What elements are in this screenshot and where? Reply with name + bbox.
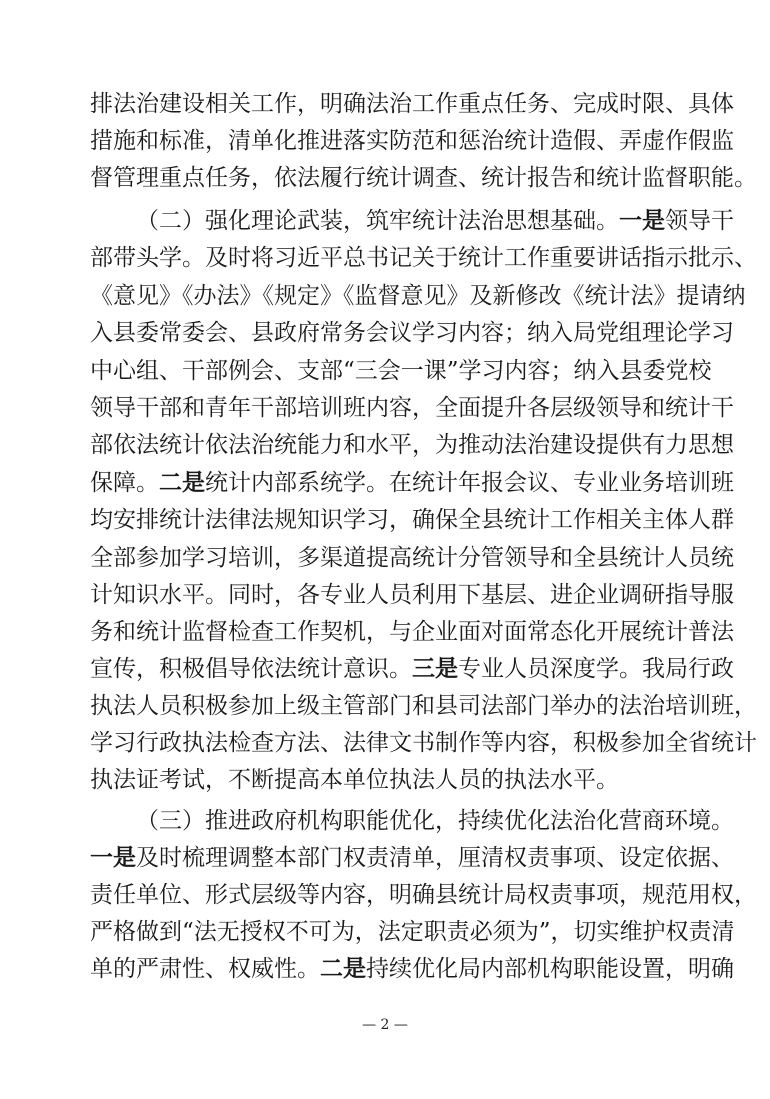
text-line bbox=[90, 723, 757, 763]
bold-lead-phrase: 一是 bbox=[619, 207, 665, 234]
text-segment: 学习行政执法检查方法、法律文书制作等内容，积极参加全省统计 bbox=[90, 730, 757, 756]
text-segment: 严格做到“法无授权不可为，法定职责必须为”，切实维护权责清 bbox=[90, 919, 735, 945]
text-line bbox=[90, 912, 735, 952]
text-segment: 保障。 bbox=[90, 470, 159, 496]
text-segment: 计知识水平。同时，各专业人员利用下基层、进企业调研指导服 bbox=[90, 582, 734, 608]
text-segment: 务和统计监督检查工作契机，与企业面对面常态化开展统计普法 bbox=[90, 619, 734, 645]
text-segment: （三）推进政府机构职能优化，持续优化法治化营商环境。 bbox=[136, 808, 734, 834]
text-line bbox=[90, 686, 757, 726]
text-segment: 单的严肃性、权威性。 bbox=[90, 956, 320, 982]
text-segment: 排法治建设相关工作，明确法治工作重点任务、完成时限、具体 bbox=[90, 91, 734, 117]
text-segment: 责任单位、形式层级等内容，明确县统计局权责事项，规范用权， bbox=[90, 882, 757, 908]
text-line bbox=[136, 201, 734, 241]
text-line bbox=[90, 949, 734, 989]
text-line bbox=[90, 875, 757, 915]
text-line bbox=[90, 612, 734, 652]
bold-lead-phrase: 二是 bbox=[159, 469, 205, 496]
text-line bbox=[90, 84, 734, 124]
text-segment: 部带头学。及时将习近平总书记关于统计工作重要讲话指示批示、 bbox=[90, 245, 757, 271]
text-segment: 领导干部和青年干部培训班内容，全面提升各层级领导和统计干 bbox=[90, 395, 734, 421]
text-segment: 措施和标准，清单化推进落实防范和惩治统计造假、弄虚作假监 bbox=[90, 128, 734, 154]
text-line bbox=[90, 838, 734, 878]
text-segment: 均安排统计法律法规知识学习，确保全县统计工作相关主体人群 bbox=[90, 507, 734, 533]
bold-lead-phrase: 一是 bbox=[90, 844, 136, 871]
text-line bbox=[90, 351, 712, 391]
text-segment: （二）强化理论武装，筑牢统计法治思想基础。 bbox=[136, 208, 619, 234]
text-line bbox=[90, 158, 757, 198]
text-segment: 执法人员积极参加上级主管部门和县司法部门举办的法治培训班， bbox=[90, 693, 757, 719]
text-line bbox=[90, 575, 734, 615]
text-segment: 《意见》《办法》《规定》《监督意见》及新修改《统计法》提请纳 bbox=[90, 283, 746, 309]
text-line bbox=[90, 500, 734, 540]
page-number: — 2 — bbox=[362, 1017, 408, 1033]
text-line bbox=[90, 388, 734, 428]
text-segment: 入县委常委会、县政府常务会议学习内容；纳入局党组理论学习 bbox=[90, 320, 734, 346]
text-line bbox=[90, 121, 734, 161]
text-line bbox=[90, 313, 734, 353]
text-segment: 宣传，积极倡导依法统计意识。 bbox=[90, 656, 412, 682]
text-line bbox=[90, 760, 680, 800]
text-segment: 专业人员深度学。我局行政 bbox=[458, 656, 734, 682]
text-line bbox=[90, 538, 734, 578]
text-segment: 督管理重点任务，依法履行统计调查、统计报告和统计监督职能。 bbox=[90, 165, 757, 191]
text-line bbox=[90, 425, 734, 465]
text-segment: 中心组、干部例会、支部“三会一课”学习内容；纳入县委党校 bbox=[90, 358, 712, 384]
text-line bbox=[90, 463, 734, 503]
bold-lead-phrase: 二是 bbox=[320, 955, 366, 982]
text-line bbox=[90, 649, 734, 689]
bold-lead-phrase: 三是 bbox=[412, 655, 458, 682]
text-segment: 部依法统计依法治统能力和水平，为推动法治建设提供有力思想 bbox=[90, 432, 734, 458]
text-segment: 执法证考试，不断提高本单位执法人员的执法水平。 bbox=[90, 767, 619, 793]
text-segment: 及时梳理调整本部门权责清单，厘清权责事项、设定依据、 bbox=[136, 845, 734, 871]
text-segment: 领导干 bbox=[665, 208, 734, 234]
text-segment: 统计内部系统学。在统计年报会议、专业业务培训班 bbox=[205, 470, 734, 496]
text-segment: 全部参加学习培训，多渠道提高统计分管领导和全县统计人员统 bbox=[90, 545, 734, 571]
text-line bbox=[90, 238, 757, 278]
text-line bbox=[136, 801, 734, 841]
text-segment: 持续优化局内部机构职能设置，明确 bbox=[366, 956, 734, 982]
text-line bbox=[90, 276, 746, 316]
